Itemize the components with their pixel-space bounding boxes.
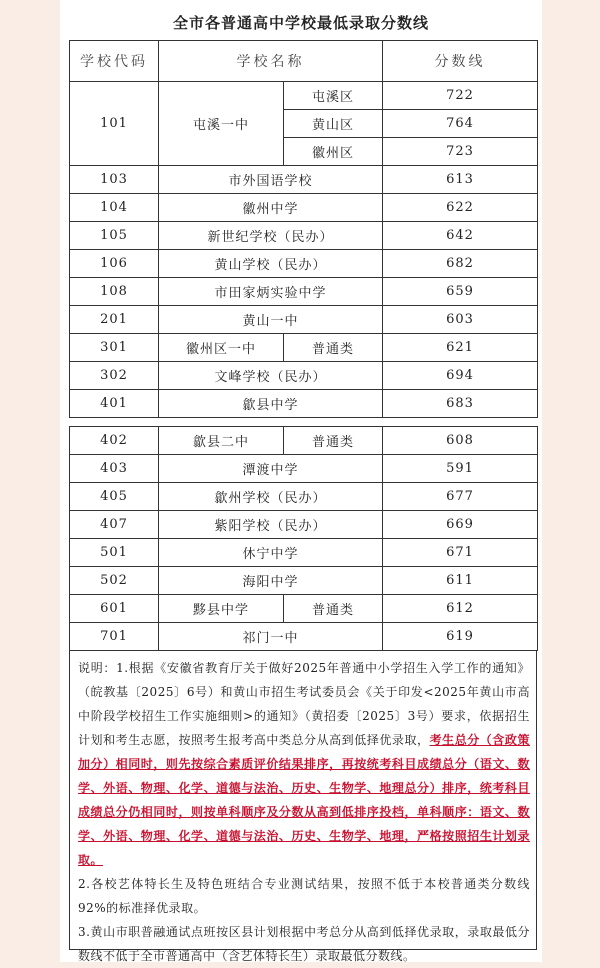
- school-name: 黄山学校（民办）: [159, 250, 383, 278]
- district-label: 黄山区: [284, 110, 383, 138]
- school-code: 105: [70, 222, 159, 250]
- header-code: 学校代码: [70, 41, 159, 82]
- school-code: 106: [70, 250, 159, 278]
- school-code: 701: [70, 623, 159, 651]
- table-row: [70, 539, 538, 567]
- score-value: 677: [383, 483, 538, 511]
- table-row: [70, 455, 538, 483]
- score-value: 591: [383, 455, 538, 483]
- table-row: [70, 306, 538, 334]
- school-name: 休宁中学: [159, 539, 383, 567]
- school-code: 601: [70, 595, 159, 623]
- score-value: 659: [383, 278, 538, 306]
- school-code: 103: [70, 166, 159, 194]
- table-row: [70, 222, 538, 250]
- school-code: 401: [70, 390, 159, 418]
- score-value: 722: [383, 82, 538, 110]
- table-row: [70, 567, 538, 595]
- school-name: 徽州区一中: [159, 334, 284, 362]
- school-name: 歙县二中: [159, 427, 284, 455]
- table-header: [70, 41, 538, 82]
- table-row: [70, 511, 538, 539]
- score-value: 613: [383, 166, 538, 194]
- school-name: 黟县中学: [159, 595, 284, 623]
- district-label: 徽州区: [284, 138, 383, 166]
- header-name: 学校名称: [159, 41, 383, 82]
- school-code: 402: [70, 427, 159, 455]
- school-code: 405: [70, 483, 159, 511]
- table-row: [70, 362, 538, 390]
- score-value: 608: [383, 427, 538, 455]
- table-row: [70, 194, 538, 222]
- note-1-emphasis: 考生总分（含政策加分）相同时，则先按综合素质评价结果排序，再按统考科目成绩总分（语文、数学、外语、物理、化学、道德与法治、历史、生物学、地理总分）排序，统考科目成绩总分仍相同时，则按单科顺序及分数从高到低排序投档，单科顺序：语文、数学、外语、物理、化学、道德与法治、历史、生物学、地理，严格按照招生计划录取。: [78, 733, 530, 867]
- school-name: 紫阳学校（民办）: [159, 511, 383, 539]
- score-value: 621: [383, 334, 538, 362]
- school-name: 市外国语学校: [159, 166, 383, 194]
- score-value: 603: [383, 306, 538, 334]
- score-value: 682: [383, 250, 538, 278]
- school-name: 歙州学校（民办）: [159, 483, 383, 511]
- table-row: [70, 334, 538, 362]
- school-name: 歙县中学: [159, 390, 383, 418]
- note-1: [78, 656, 530, 872]
- school-name: 徽州中学: [159, 194, 383, 222]
- school-name: 黄山一中: [159, 306, 383, 334]
- school-code: 101: [70, 82, 159, 166]
- school-name: 文峰学校（民办）: [159, 362, 383, 390]
- note-1-text: 说明：1.根据《安徽省教育厅关于做好2025年普通中小学招生入学工作的通知》（皖教基〔2025〕6号）和黄山市招生考试委员会《关于印发<2025年黄山市高中阶段学校招生工作实施细则>的通知》（黄招委〔2025〕3号）要求，依据招生计划和考生志愿，按照考生报考高中类总分从高到低择优录取，: [78, 661, 530, 747]
- table-row: [70, 166, 538, 194]
- header-score: 分数线: [383, 41, 538, 82]
- table-row: [70, 82, 538, 110]
- table-row: [70, 623, 538, 651]
- school-name: 新世纪学校（民办）: [159, 222, 383, 250]
- school-code: 403: [70, 455, 159, 483]
- notes-section: [69, 650, 537, 963]
- school-code: 407: [70, 511, 159, 539]
- school-code: 302: [70, 362, 159, 390]
- score-value: 622: [383, 194, 538, 222]
- table-row: [70, 427, 538, 455]
- school-name: 海阳中学: [159, 567, 383, 595]
- score-value: 619: [383, 623, 538, 651]
- table-row: [70, 278, 538, 306]
- school-name: 屯溪一中: [159, 82, 284, 166]
- score-value: 642: [383, 222, 538, 250]
- table-row: [70, 390, 538, 418]
- score-value: 612: [383, 595, 538, 623]
- table-row: [70, 250, 538, 278]
- score-table-part1: [69, 40, 538, 418]
- school-code: 201: [70, 306, 159, 334]
- school-category: 普通类: [284, 427, 383, 455]
- school-name: 潭渡中学: [159, 455, 383, 483]
- district-label: 屯溪区: [284, 82, 383, 110]
- school-code: 108: [70, 278, 159, 306]
- score-value: 723: [383, 138, 538, 166]
- score-value: 669: [383, 511, 538, 539]
- score-value: 764: [383, 110, 538, 138]
- note-3: 3.黄山市职普融通试点班按区县计划根据中考总分从高到低择优录取，录取最低分数线不低于全市普通高中（含艺体特长生）录取最低分数线。: [78, 925, 530, 963]
- table-row: [70, 595, 538, 623]
- school-name: 祁门一中: [159, 623, 383, 651]
- score-value: 611: [383, 567, 538, 595]
- school-code: 501: [70, 539, 159, 567]
- school-category: 普通类: [284, 595, 383, 623]
- school-name: 市田家炳实验中学: [159, 278, 383, 306]
- score-table-part2: [69, 426, 538, 651]
- score-value: 671: [383, 539, 538, 567]
- school-code: 301: [70, 334, 159, 362]
- school-category: 普通类: [284, 334, 383, 362]
- note-2: 2.各校艺体特长生及特色班结合专业测试结果，按照不低于本校普通类分数线92%的标准择优录取。: [78, 877, 530, 915]
- school-code: 104: [70, 194, 159, 222]
- score-value: 694: [383, 362, 538, 390]
- table-row: [70, 483, 538, 511]
- score-value: 683: [383, 390, 538, 418]
- page-title: 全市各普通高中学校最低录取分数线: [172, 14, 429, 32]
- school-code: 502: [70, 567, 159, 595]
